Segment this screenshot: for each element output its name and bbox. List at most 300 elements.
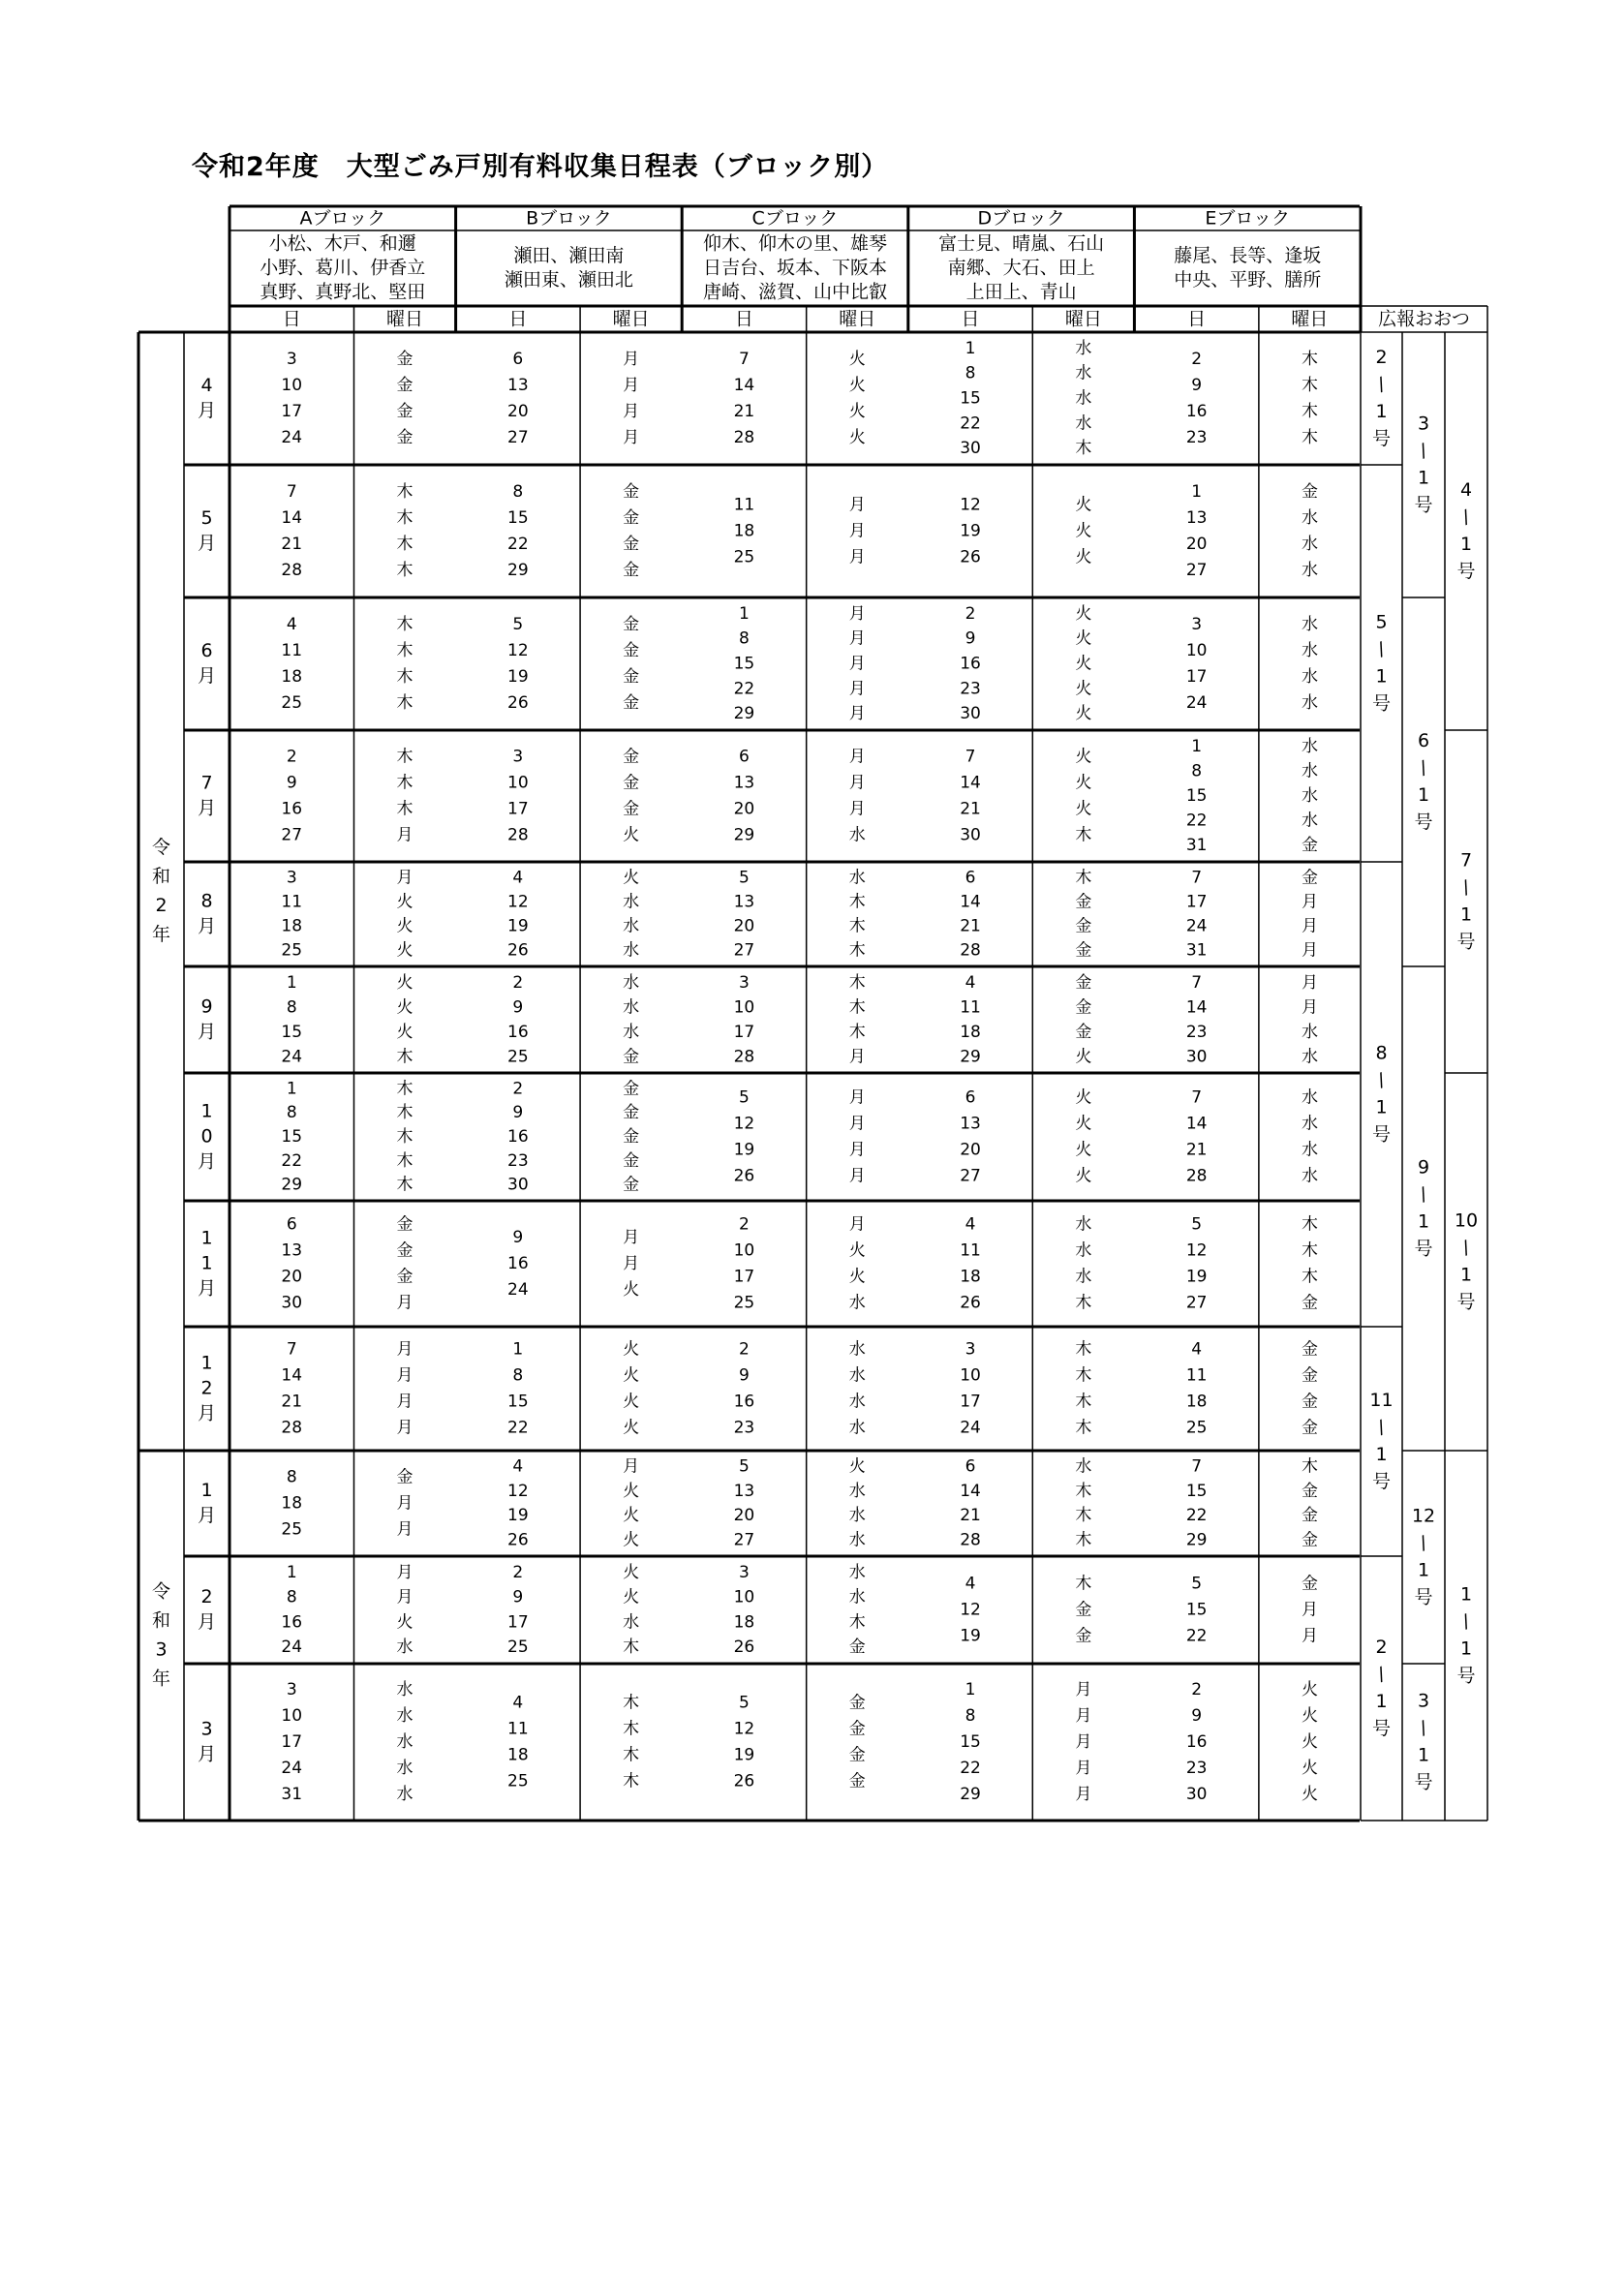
collection-weekday: 月: [396, 1418, 414, 1438]
collection-day: 16: [507, 1254, 529, 1273]
collection-day: 7: [286, 482, 297, 502]
collection-weekday: 木: [1075, 1481, 1092, 1501]
collection-day: 17: [281, 402, 303, 421]
kouhou-issue: /: [1374, 1069, 1389, 1091]
collection-weekday: 水: [1075, 413, 1092, 434]
month-label: 月: [197, 1743, 217, 1765]
collection-weekday: 金: [1301, 1293, 1318, 1313]
collection-weekday: 金: [396, 428, 414, 447]
collection-day: 8: [286, 1103, 297, 1123]
collection-day: 1: [965, 338, 976, 358]
collection-weekday: 水: [1301, 1047, 1318, 1067]
collection-day: 10: [507, 773, 529, 793]
kouhou-issue: 号: [1371, 1718, 1392, 1739]
kouhou-issue: 2: [1375, 1637, 1388, 1658]
collection-day: 1: [1191, 482, 1203, 502]
collection-day: 19: [960, 521, 981, 541]
kouhou-issue: 号: [1371, 1123, 1392, 1146]
collection-weekday: 月: [396, 1562, 414, 1582]
kouhou-issue: 号: [1414, 494, 1433, 516]
collection-weekday: 金: [396, 1240, 414, 1261]
kouhou-issue: 号: [1371, 428, 1392, 449]
block-name: Eブロック: [1205, 207, 1291, 230]
collection-day: 2: [286, 747, 297, 767]
collection-weekday: 金: [623, 508, 640, 528]
collection-day: 11: [281, 892, 303, 912]
collection-weekday: 金: [1075, 1626, 1092, 1646]
collection-weekday: 火: [396, 997, 414, 1018]
collection-day: 30: [507, 1175, 529, 1195]
collection-weekday: 木: [1075, 1392, 1092, 1412]
collection-weekday: 木: [1075, 439, 1092, 459]
collection-day: 3: [286, 868, 297, 888]
collection-weekday: 木: [1075, 1339, 1092, 1360]
collection-day: 8: [965, 1706, 976, 1726]
year-label: 2: [155, 895, 168, 916]
collection-weekday: 水: [623, 892, 640, 912]
collection-weekday: 月: [1301, 916, 1318, 936]
collection-day: 4: [286, 615, 297, 634]
collection-day: 5: [739, 1693, 750, 1713]
month-label: 月: [197, 665, 217, 687]
collection-day: 2: [512, 1562, 524, 1582]
kouhou-header: 広報おおつ: [1378, 308, 1470, 330]
collection-day: 17: [960, 1392, 981, 1412]
collection-day: 1: [1191, 736, 1203, 756]
collection-weekday: 水: [1075, 1240, 1092, 1261]
collection-day: 18: [281, 667, 303, 687]
collection-weekday: 火: [396, 940, 414, 961]
collection-day: 11: [733, 495, 755, 515]
collection-weekday: 金: [1075, 940, 1092, 961]
collection-weekday: 木: [396, 1079, 414, 1099]
collection-day: 13: [507, 376, 529, 395]
month-label: 7: [200, 772, 213, 794]
collection-weekday: 木: [1075, 1574, 1092, 1594]
collection-weekday: 金: [1075, 1022, 1092, 1042]
block-areas: 藤尾、長等、逢坂: [1174, 245, 1322, 266]
collection-weekday: 水: [396, 1732, 414, 1752]
collection-day: 20: [507, 402, 529, 421]
block-areas: 瀬田、瀬田南: [513, 245, 625, 266]
year-label: 令: [151, 1580, 171, 1603]
kouhou-issue: 号: [1371, 692, 1392, 715]
day-header: 日: [508, 308, 528, 330]
collection-weekday: 月: [848, 628, 866, 649]
collection-day: 8: [512, 482, 524, 502]
collection-day: 11: [1185, 1365, 1208, 1386]
collection-weekday: 水: [1075, 1267, 1092, 1287]
collection-weekday: 水: [1301, 1114, 1318, 1134]
collection-day: 27: [281, 825, 303, 845]
collection-day: 18: [960, 1022, 981, 1042]
collection-day: 12: [733, 1719, 755, 1739]
collection-day: 15: [507, 508, 529, 528]
month-label: 月: [197, 915, 217, 937]
collection-weekday: 金: [396, 350, 414, 369]
collection-day: 17: [733, 1022, 755, 1042]
collection-weekday: 木: [1075, 868, 1092, 888]
collection-day: 5: [1191, 1574, 1203, 1594]
collection-weekday: 水: [1301, 761, 1318, 781]
kouhou-issue: /: [1459, 1610, 1473, 1633]
month-label: 月: [197, 1150, 217, 1173]
collection-weekday: 水: [848, 1481, 866, 1501]
collection-weekday: 月: [848, 1047, 866, 1067]
block-areas: 富士見、晴嵐、石山: [938, 232, 1105, 255]
collection-day: 20: [960, 1140, 981, 1160]
weekday-header: 曜日: [612, 308, 650, 330]
collection-weekday: 水: [623, 1612, 640, 1633]
collection-weekday: 月: [396, 825, 414, 845]
collection-day: 25: [733, 547, 755, 567]
collection-day: 16: [733, 1392, 755, 1412]
block-areas: 唐崎、滋賀、山中比叡: [702, 281, 888, 303]
collection-weekday: 金: [396, 402, 414, 421]
kouhou-issue: 1: [1459, 1583, 1473, 1606]
collection-day: 4: [512, 868, 524, 888]
collection-day: 18: [1185, 1392, 1208, 1412]
collection-weekday: 水: [1075, 1456, 1092, 1477]
collection-weekday: 金: [1301, 868, 1318, 888]
collection-day: 22: [960, 1759, 981, 1778]
kouhou-issue: 3: [1417, 413, 1430, 435]
collection-weekday: 月: [1075, 1680, 1092, 1699]
month-label: 2: [200, 1377, 213, 1399]
collection-day: 7: [965, 747, 976, 767]
collection-day: 8: [739, 628, 750, 649]
collection-day: 14: [960, 773, 981, 793]
collection-weekday: 木: [1301, 376, 1318, 395]
collection-day: 14: [1185, 1114, 1208, 1134]
collection-weekday: 月: [623, 402, 640, 421]
collection-day: 6: [965, 868, 976, 888]
collection-weekday: 月: [848, 773, 866, 793]
collection-day: 21: [960, 799, 981, 819]
kouhou-issue: 1: [1417, 1210, 1430, 1233]
collection-weekday: 月: [1301, 1626, 1318, 1646]
block-areas: 中央、平野、膳所: [1174, 269, 1322, 291]
kouhou-issue: 2: [1375, 347, 1388, 368]
collection-weekday: 金: [623, 535, 640, 554]
kouhou-issue: 1: [1417, 1559, 1430, 1581]
collection-day: 5: [739, 1087, 750, 1108]
collection-day: 30: [281, 1293, 303, 1313]
block-areas: 瀬田東、瀬田北: [504, 269, 633, 291]
collection-day: 19: [1185, 1267, 1208, 1287]
collection-weekday: 木: [396, 693, 414, 713]
collection-weekday: 月: [848, 603, 866, 624]
year-label: 3: [155, 1638, 168, 1661]
collection-day: 14: [733, 376, 755, 395]
collection-weekday: 金: [848, 1638, 866, 1658]
block-areas: 日吉台、坂本、下阪本: [702, 257, 888, 279]
collection-day: 17: [1185, 667, 1208, 687]
year-label: 令: [151, 837, 171, 858]
collection-day: 18: [281, 1493, 303, 1514]
month-label: 月: [197, 1021, 217, 1043]
collection-weekday: 水: [1075, 363, 1092, 383]
collection-weekday: 金: [396, 1267, 414, 1287]
collection-weekday: 金: [1075, 972, 1092, 993]
collection-weekday: 水: [1301, 786, 1318, 806]
kouhou-issue: 号: [1456, 1665, 1476, 1687]
collection-day: 17: [733, 1267, 755, 1287]
collection-day: 7: [286, 1339, 297, 1360]
collection-day: 18: [507, 1745, 529, 1765]
block-name: Bブロック: [526, 207, 612, 230]
collection-day: 12: [1185, 1240, 1208, 1261]
collection-day: 20: [733, 799, 755, 819]
collection-weekday: 火: [1075, 679, 1092, 699]
collection-weekday: 木: [1075, 1418, 1092, 1438]
collection-day: 13: [733, 892, 755, 912]
collection-day: 21: [281, 1392, 303, 1412]
collection-day: 6: [965, 1456, 976, 1477]
collection-weekday: 木: [1301, 428, 1318, 447]
collection-day: 29: [281, 1175, 303, 1195]
kouhou-issue: 8: [1375, 1042, 1388, 1064]
collection-weekday: 金: [1301, 836, 1318, 856]
collection-day: 15: [960, 1732, 981, 1752]
collection-weekday: 木: [623, 1638, 640, 1658]
collection-day: 10: [733, 997, 755, 1018]
collection-day: 14: [960, 892, 981, 912]
collection-weekday: 水: [623, 916, 640, 936]
collection-day: 15: [733, 654, 755, 674]
collection-day: 2: [512, 972, 524, 993]
kouhou-issue: 1: [1375, 1096, 1388, 1118]
collection-weekday: 水: [848, 1530, 866, 1550]
collection-weekday: 木: [396, 773, 414, 793]
collection-day: 4: [512, 1456, 524, 1477]
collection-day: 13: [733, 773, 755, 793]
collection-day: 12: [960, 495, 981, 515]
collection-weekday: 木: [1301, 1240, 1318, 1261]
collection-day: 7: [1191, 1087, 1203, 1108]
collection-weekday: 月: [848, 547, 866, 567]
collection-weekday: 木: [623, 1719, 640, 1739]
collection-day: 10: [733, 1240, 755, 1261]
collection-day: 13: [1185, 508, 1208, 528]
collection-day: 7: [739, 350, 750, 369]
collection-weekday: 金: [623, 1150, 640, 1171]
collection-weekday: 火: [396, 916, 414, 936]
kouhou-issue: 号: [1371, 1471, 1392, 1492]
collection-weekday: 月: [848, 1166, 866, 1186]
collection-weekday: 木: [396, 482, 414, 502]
collection-day: 23: [1185, 428, 1208, 447]
collection-weekday: 木: [1075, 825, 1092, 845]
collection-weekday: 金: [848, 1771, 866, 1791]
collection-weekday: 月: [1075, 1785, 1092, 1804]
collection-day: 27: [507, 428, 529, 447]
collection-weekday: 火: [623, 1587, 640, 1607]
collection-weekday: 火: [848, 428, 866, 447]
collection-day: 26: [960, 547, 981, 567]
collection-weekday: 木: [396, 667, 414, 687]
collection-day: 15: [1185, 1600, 1208, 1620]
collection-weekday: 水: [848, 1339, 866, 1360]
kouhou-issue: /: [1459, 1237, 1473, 1259]
collection-weekday: 木: [396, 615, 414, 634]
collection-day: 28: [1185, 1166, 1208, 1186]
collection-weekday: 火: [1075, 1047, 1092, 1067]
collection-weekday: 木: [396, 1127, 414, 1147]
collection-day: 29: [1185, 1530, 1208, 1550]
collection-weekday: 金: [623, 1175, 640, 1195]
collection-day: 9: [286, 773, 297, 793]
collection-day: 3: [1191, 615, 1203, 634]
month-label: 1: [200, 1480, 213, 1501]
collection-weekday: 木: [848, 916, 866, 936]
collection-day: 21: [1185, 1140, 1208, 1160]
collection-weekday: 月: [396, 1365, 414, 1386]
collection-day: 11: [960, 997, 981, 1018]
kouhou-issue: 1: [1375, 665, 1388, 688]
collection-weekday: 月: [1075, 1759, 1092, 1778]
collection-day: 12: [507, 641, 529, 660]
collection-weekday: 火: [848, 350, 866, 369]
collection-day: 10: [960, 1365, 981, 1386]
year-label: 年: [151, 1668, 171, 1690]
collection-day: 19: [507, 916, 529, 936]
block-name: Dブロック: [977, 207, 1065, 230]
collection-weekday: 火: [1075, 521, 1092, 541]
collection-day: 24: [281, 1759, 303, 1778]
collection-day: 14: [960, 1481, 981, 1501]
collection-weekday: 水: [1301, 693, 1318, 713]
kouhou-issue: /: [1417, 1717, 1430, 1739]
collection-weekday: 水: [1301, 811, 1318, 831]
month-label: 4: [200, 375, 213, 396]
month-label: 1: [200, 1352, 213, 1374]
kouhou-issue: 11: [1369, 1390, 1394, 1411]
collection-weekday: 火: [1301, 1785, 1318, 1804]
collection-day: 8: [1191, 761, 1203, 781]
block-areas: 小野、葛川、伊香立: [260, 257, 426, 279]
kouhou-issue: /: [1374, 1416, 1389, 1439]
collection-day: 26: [733, 1771, 755, 1791]
month-label: 0: [200, 1125, 213, 1148]
month-label: 月: [197, 1402, 217, 1424]
collection-day: 9: [739, 1365, 750, 1386]
collection-day: 24: [281, 1638, 303, 1658]
collection-weekday: 水: [1301, 561, 1318, 580]
weekday-header: 曜日: [839, 308, 876, 330]
kouhou-issue: 号: [1456, 1291, 1476, 1313]
collection-weekday: 火: [1301, 1732, 1318, 1752]
collection-day: 26: [507, 693, 529, 713]
collection-weekday: 水: [396, 1706, 414, 1726]
kouhou-issue: 1: [1375, 1444, 1388, 1465]
collection-weekday: 月: [1301, 997, 1318, 1018]
collection-weekday: 木: [1075, 1293, 1092, 1313]
collection-day: 9: [1191, 376, 1203, 395]
block-areas: 仰木、仰木の里、雄琴: [702, 232, 888, 255]
collection-day: 26: [960, 1293, 981, 1313]
collection-day: 3: [286, 350, 297, 369]
collection-day: 31: [1185, 940, 1208, 961]
collection-day: 30: [960, 439, 981, 459]
collection-weekday: 水: [1301, 1022, 1318, 1042]
collection-weekday: 金: [848, 1745, 866, 1765]
collection-day: 5: [739, 1456, 750, 1477]
collection-day: 2: [512, 1079, 524, 1099]
kouhou-issue: /: [1459, 876, 1473, 899]
collection-weekday: 火: [1075, 603, 1092, 624]
collection-weekday: 火: [396, 892, 414, 912]
collection-day: 30: [1185, 1047, 1208, 1067]
collection-day: 1: [739, 603, 750, 624]
kouhou-issue: /: [1374, 1663, 1389, 1686]
collection-weekday: 金: [1301, 1574, 1318, 1594]
collection-weekday: 水: [1301, 667, 1318, 687]
collection-weekday: 木: [623, 1745, 640, 1765]
collection-weekday: 金: [1301, 1392, 1318, 1412]
collection-weekday: 月: [623, 1456, 640, 1477]
collection-day: 9: [512, 1228, 524, 1247]
collection-day: 10: [281, 1706, 303, 1726]
collection-day: 30: [1185, 1785, 1208, 1804]
month-label: 月: [197, 533, 217, 554]
collection-weekday: 水: [623, 997, 640, 1018]
collection-weekday: 火: [623, 1280, 640, 1300]
collection-weekday: 火: [848, 1240, 866, 1261]
collection-day: 25: [281, 940, 303, 961]
collection-day: 11: [281, 641, 303, 660]
collection-weekday: 月: [848, 495, 866, 515]
collection-day: 25: [733, 1293, 755, 1313]
collection-day: 25: [1185, 1418, 1208, 1438]
collection-weekday: 水: [1301, 535, 1318, 554]
collection-weekday: 水: [623, 1022, 640, 1042]
collection-day: 29: [507, 561, 529, 580]
collection-day: 18: [281, 916, 303, 936]
collection-weekday: 月: [623, 1254, 640, 1273]
collection-weekday: 木: [396, 641, 414, 660]
kouhou-issue: 号: [1414, 811, 1433, 833]
collection-weekday: 火: [1075, 1087, 1092, 1108]
collection-weekday: 水: [848, 1392, 866, 1412]
kouhou-issue: 1: [1459, 534, 1473, 555]
kouhou-issue: 号: [1414, 1771, 1433, 1793]
kouhou-issue: 6: [1417, 730, 1430, 751]
collection-weekday: 月: [848, 1114, 866, 1134]
collection-day: 14: [1185, 997, 1208, 1018]
month-label: 5: [200, 507, 213, 529]
kouhou-issue: 9: [1417, 1156, 1430, 1179]
collection-weekday: 月: [396, 1493, 414, 1514]
collection-day: 22: [733, 679, 755, 699]
collection-weekday: 火: [623, 1365, 640, 1386]
collection-weekday: 火: [848, 376, 866, 395]
collection-day: 3: [739, 972, 750, 993]
collection-weekday: 水: [848, 868, 866, 888]
collection-weekday: 水: [1301, 641, 1318, 660]
collection-weekday: 火: [623, 1418, 640, 1438]
collection-day: 5: [739, 868, 750, 888]
collection-day: 24: [1185, 916, 1208, 936]
collection-weekday: 木: [623, 1771, 640, 1791]
collection-weekday: 木: [396, 1103, 414, 1123]
collection-day: 28: [960, 940, 981, 961]
collection-day: 26: [507, 940, 529, 961]
collection-weekday: 火: [623, 1339, 640, 1360]
collection-day: 12: [507, 1481, 529, 1501]
collection-weekday: 金: [1301, 1339, 1318, 1360]
collection-day: 16: [281, 1612, 303, 1633]
